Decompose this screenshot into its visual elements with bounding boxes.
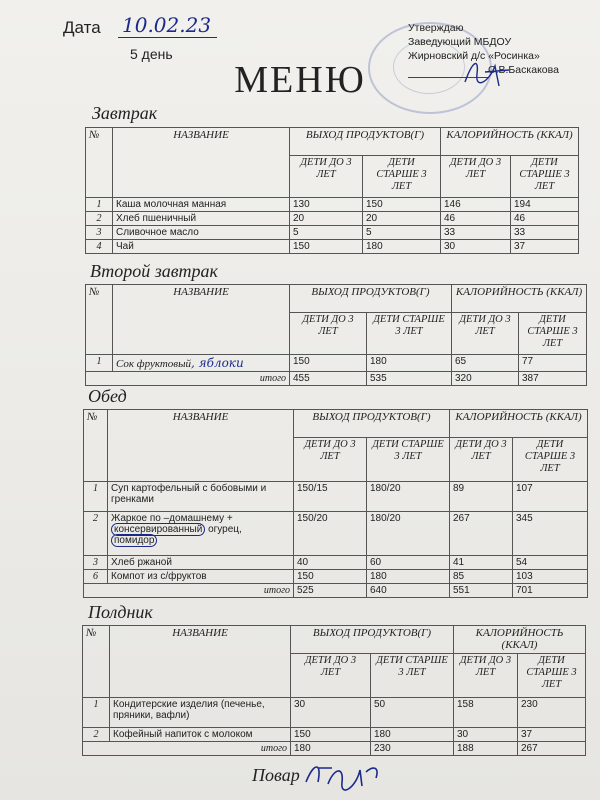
row-num: 4 [86, 240, 113, 254]
col-output-over3: ДЕТИ СТАРШЕ 3 ЛЕТ [367, 438, 450, 482]
row-name: Чай [113, 240, 290, 254]
date-value: 10.02.23 [118, 13, 217, 38]
row-out-u3: 150/20 [294, 512, 367, 556]
row-name: Хлеб ржаной [108, 556, 294, 570]
row-cal-u3: 33 [441, 226, 511, 240]
row-cal-u3: 41 [450, 556, 513, 570]
col-name: НАЗВАНИЕ [110, 626, 291, 698]
total-cal-u3: 320 [452, 372, 519, 386]
col-cal-under3: ДЕТИ ДО 3 ЛЕТ [452, 313, 519, 355]
col-output-under3: ДЕТИ ДО 3 ЛЕТ [290, 156, 363, 198]
row-cal-o3: 33 [511, 226, 579, 240]
row-name-part-3: огурец, [205, 524, 242, 535]
col-cal-under3: ДЕТИ ДО 3 ЛЕТ [450, 438, 513, 482]
total-label: итого [84, 584, 294, 598]
row-out-o3: 180/20 [367, 482, 450, 512]
row-num: 2 [84, 512, 108, 556]
col-output-over3: ДЕТИ СТАРШЕ 3 ЛЕТ [363, 156, 441, 198]
row-cal-o3: 107 [513, 482, 588, 512]
row-out-o3: 60 [367, 556, 450, 570]
row-cal-o3: 103 [513, 570, 588, 584]
row-out-u3: 150 [290, 240, 363, 254]
row-name-part-2-circled: консервированный [111, 523, 205, 536]
table-row [83, 728, 586, 742]
table-row [84, 556, 588, 570]
row-cal-u3: 30 [441, 240, 511, 254]
row-out-o3: 20 [363, 212, 441, 226]
table-row [86, 212, 579, 226]
row-cal-o3: 37 [511, 240, 579, 254]
section-title-lunch: Обед [88, 386, 127, 406]
section-title-snack: Полдник [88, 602, 153, 622]
row-cal-u3: 30 [454, 728, 518, 742]
table-row [84, 482, 588, 512]
col-calories: КАЛОРИЙНОСТЬ (ККАЛ) [454, 626, 586, 654]
row-num: 1 [86, 355, 113, 372]
approval-signer: С.В.Баскакова [488, 64, 559, 76]
table-row [84, 512, 588, 556]
row-num: 2 [86, 212, 113, 226]
col-name: НАЗВАНИЕ [108, 410, 294, 482]
col-output-under3: ДЕТИ ДО 3 ЛЕТ [294, 438, 367, 482]
row-name: Компот из с/фруктов [108, 570, 294, 584]
total-out-o3: 640 [367, 584, 450, 598]
table-row [83, 698, 586, 728]
row-cal-u3: 89 [450, 482, 513, 512]
row-num: 6 [84, 570, 108, 584]
snack-table [82, 625, 586, 756]
breakfast-table [85, 127, 579, 254]
row-name: Кофейный напиток с молоком [110, 728, 291, 742]
row-out-o3: 5 [363, 226, 441, 240]
row-cal-o3: 345 [513, 512, 588, 556]
cook-signature-icon [300, 758, 390, 792]
row-out-u3: 150/15 [294, 482, 367, 512]
row-out-u3: 20 [290, 212, 363, 226]
row-cal-o3: 54 [513, 556, 588, 570]
row-num: 1 [83, 698, 110, 728]
total-label: итого [86, 372, 290, 386]
row-name-part-1: Жаркое по –домашнему + [111, 513, 233, 524]
row-cal-u3: 65 [452, 355, 519, 372]
row-num: 3 [86, 226, 113, 240]
row-out-u3: 150 [291, 728, 371, 742]
table-row [84, 570, 588, 584]
second-breakfast-table [85, 284, 587, 386]
total-out-u3: 180 [291, 742, 371, 756]
row-out-u3: 5 [290, 226, 363, 240]
row-name: Кондитерские изделия (печенье, пряники, вафли) [110, 698, 291, 728]
total-cal-o3: 267 [518, 742, 586, 756]
row-out-o3: 150 [363, 198, 441, 212]
row-cal-o3: 46 [511, 212, 579, 226]
row-name: Суп картофельный с бобовыми и гренками [108, 482, 294, 512]
approval-line-1: Утверждаю [408, 22, 464, 34]
lunch-table [83, 409, 588, 598]
total-out-u3: 455 [290, 372, 367, 386]
row-cal-u3: 85 [450, 570, 513, 584]
row-name: Хлеб пшеничный [113, 212, 290, 226]
col-output: ВЫХОД ПРОДУКТОВ(Г) [290, 128, 441, 156]
col-cal-over3: ДЕТИ СТАРШЕ 3 ЛЕТ [511, 156, 579, 198]
total-out-o3: 535 [367, 372, 452, 386]
section-title-breakfast: Завтрак [92, 103, 158, 123]
col-name: НАЗВАНИЕ [113, 285, 290, 355]
total-cal-u3: 188 [454, 742, 518, 756]
col-calories: КАЛОРИЙНОСТЬ (ККАЛ) [452, 285, 587, 313]
col-output: ВЫХОД ПРОДУКТОВ(Г) [291, 626, 454, 654]
col-output-over3: ДЕТИ СТАРШЕ 3 ЛЕТ [367, 313, 452, 355]
col-calories: КАЛОРИЙНОСТЬ (ККАЛ) [450, 410, 588, 438]
col-output-under3: ДЕТИ ДО 3 ЛЕТ [290, 313, 367, 355]
col-name: НАЗВАНИЕ [113, 128, 290, 198]
col-cal-over3: ДЕТИ СТАРШЕ 3 ЛЕТ [513, 438, 588, 482]
page-title: МЕНЮ [234, 59, 366, 101]
total-cal-o3: 387 [519, 372, 587, 386]
row-out-o3: 180 [371, 728, 454, 742]
row-name [113, 355, 290, 372]
cook-label: Повар [252, 765, 300, 785]
row-out-u3: 40 [294, 556, 367, 570]
total-label: итого [83, 742, 291, 756]
col-num: № [86, 128, 113, 198]
day-label: 5 день [130, 46, 173, 62]
total-cal-u3: 551 [450, 584, 513, 598]
row-cal-o3: 77 [519, 355, 587, 372]
col-output-over3: ДЕТИ СТАРШЕ 3 ЛЕТ [371, 654, 454, 698]
row-out-u3: 130 [290, 198, 363, 212]
col-calories: КАЛОРИЙНОСТЬ (ККАЛ) [441, 128, 579, 156]
col-output: ВЫХОД ПРОДУКТОВ(Г) [294, 410, 450, 438]
total-cal-o3: 701 [513, 584, 588, 598]
row-cal-u3: 146 [441, 198, 511, 212]
col-cal-over3: ДЕТИ СТАРШЕ 3 ЛЕТ [518, 654, 586, 698]
total-row [84, 584, 588, 598]
row-name [108, 512, 294, 556]
table-row [86, 240, 579, 254]
row-num: 2 [83, 728, 110, 742]
total-row [86, 372, 587, 386]
row-out-u3: 150 [290, 355, 367, 372]
row-num: 3 [84, 556, 108, 570]
row-out-u3: 30 [291, 698, 371, 728]
row-name: Сливочное масло [113, 226, 290, 240]
row-num: 1 [84, 482, 108, 512]
date-label: Дата [63, 18, 101, 37]
row-cal-u3: 158 [454, 698, 518, 728]
row-cal-u3: 46 [441, 212, 511, 226]
total-out-u3: 525 [294, 584, 367, 598]
total-row [83, 742, 586, 756]
approval-line-2: Заведующий МБДОУ [408, 36, 512, 48]
row-name-handwritten: , яблоки [191, 356, 244, 370]
row-cal-o3: 230 [518, 698, 586, 728]
row-cal-o3: 37 [518, 728, 586, 742]
row-out-u3: 150 [294, 570, 367, 584]
row-name-print: Сок фруктовый [116, 358, 192, 370]
row-out-o3: 180 [363, 240, 441, 254]
row-name-part-4-circled: помидор [111, 534, 157, 547]
col-num: № [84, 410, 108, 482]
row-name: Каша молочная манная [113, 198, 290, 212]
col-output: ВЫХОД ПРОДУКТОВ(Г) [290, 285, 452, 313]
row-cal-u3: 267 [450, 512, 513, 556]
section-title-second-breakfast: Второй завтрак [90, 261, 218, 281]
table-row [86, 355, 587, 372]
col-cal-under3: ДЕТИ ДО 3 ЛЕТ [441, 156, 511, 198]
col-output-under3: ДЕТИ ДО 3 ЛЕТ [291, 654, 371, 698]
row-num: 1 [86, 198, 113, 212]
table-row [86, 226, 579, 240]
row-out-o3: 50 [371, 698, 454, 728]
row-cal-o3: 194 [511, 198, 579, 212]
table-row [86, 198, 579, 212]
col-cal-over3: ДЕТИ СТАРШЕ 3 ЛЕТ [519, 313, 587, 355]
col-num: № [86, 285, 113, 355]
col-cal-under3: ДЕТИ ДО 3 ЛЕТ [454, 654, 518, 698]
col-num: № [83, 626, 110, 698]
row-out-o3: 180 [367, 355, 452, 372]
approval-line-3: Жирновский д/с «Росинка» [408, 50, 540, 62]
row-out-o3: 180/20 [367, 512, 450, 556]
total-out-o3: 230 [371, 742, 454, 756]
row-out-o3: 180 [367, 570, 450, 584]
